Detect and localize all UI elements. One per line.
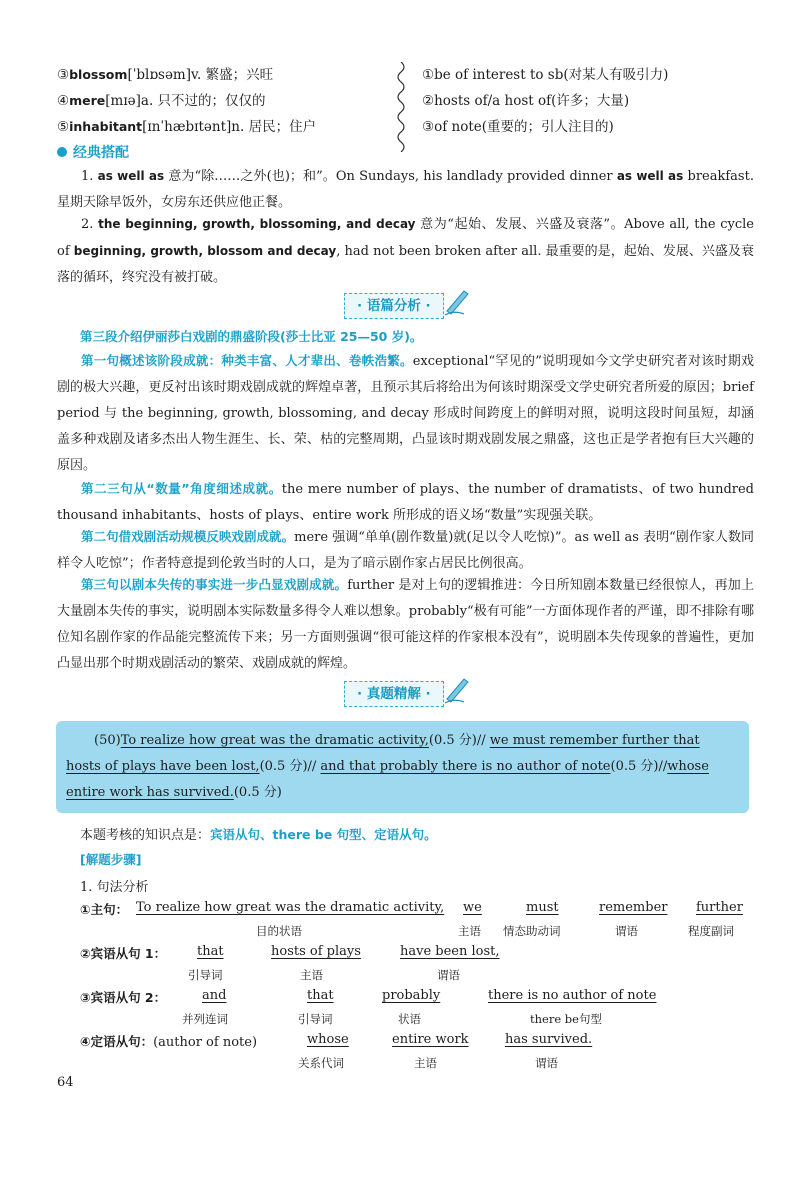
antecedent: (author of note) xyxy=(153,1035,258,1050)
clause1-that: that xyxy=(197,944,224,959)
syntax-row-1-label xyxy=(80,900,128,918)
vocab-word: inhabitant xyxy=(69,119,143,134)
role-label: 并列连词 xyxy=(182,1012,228,1026)
role-label: 引导词 xyxy=(298,1012,333,1026)
bullet-dot-icon xyxy=(57,147,67,157)
syntax-subheading: 1. 句法分析 xyxy=(80,880,149,895)
role-label: 情态助动词 xyxy=(503,924,561,938)
analysis-body: further 是对上句的逻辑推进：今日所知剧本数量已经很惊人，再加上大量剧本失传的事实，说明剧本实际数量多得令人难以想象。probably“极有可能”一方面体现作者的严谨，即不排除有哪位知名剧作家的作品能完整流传下来；另一方面则强调“很可能这样的作家根本没有”，说明剧本失传现象的普遍性，更加凸显出那个时期戏剧活动的繁荣、戏剧成就的辉煌。 xyxy=(57,578,754,671)
analysis-body: exceptional“罕见的”说明现如今文学史研究者对该时期戏剧的极大兴趣，更反衬出该时期戏剧成就的辉煌卓著，且预示其后将给出为何该时期深受文学史研究者所爱的原因；brief period 与 the beginning, growth, blossoming, and decay 形成时间跨度上的鲜明对照，说明这段时间虽短，却涵盖多种戏剧及诸多杰出人物生涯生、长、荣、枯的完整周期，凸显该时期戏剧发展之鼎盛，这也正是学者抱有巨大兴趣的原因。 xyxy=(57,354,754,473)
keyword: as well as xyxy=(97,169,165,183)
role-label: 谓语 xyxy=(615,924,638,938)
main-adverbial: To realize how great was the dramatic activity, xyxy=(136,900,445,915)
phrase-3: ③of note(重要的；引人注目的) xyxy=(422,119,614,135)
answer-banner: · 真题精解 · xyxy=(344,681,444,707)
row-label: ②宾语从句 1： xyxy=(80,946,167,961)
score: (0.5 分)// xyxy=(610,759,668,774)
analysis-title: 第三段介绍伊丽莎白戏剧的鼎盛阶段(莎士比亚 25—50 岁)。 xyxy=(80,329,423,344)
knowledge-points xyxy=(80,824,437,843)
analysis-paragraph-1 xyxy=(57,348,754,479)
vocab-num: ④ xyxy=(57,93,70,109)
answer-segment: whose entire work has survived. xyxy=(66,759,709,800)
role-label: 谓语 xyxy=(535,1056,558,1070)
role-label: 状语 xyxy=(398,1012,421,1026)
analysis-lead: 第二三句从“数量”角度细述成就。 xyxy=(81,481,282,496)
role-label: 引导词 xyxy=(188,968,223,982)
item-num: 2. xyxy=(81,217,99,232)
clause2-and: and xyxy=(202,988,227,1003)
role-label: 主语 xyxy=(414,1056,437,1070)
pen-icon xyxy=(442,286,472,316)
analysis-banner: · 语篇分析 · xyxy=(344,293,444,319)
clause2-adverbial: probably xyxy=(382,988,441,1003)
collocation-item-2 xyxy=(57,211,754,291)
score: (0.5 分)// xyxy=(259,759,321,774)
item-num: 1. xyxy=(81,169,98,184)
vocab-def: [mɪə]a. 只不过的；仅仅的 xyxy=(105,93,266,109)
row-label: ③宾语从句 2： xyxy=(80,990,167,1005)
role-label: 主语 xyxy=(300,968,323,982)
role-label: 谓语 xyxy=(437,968,460,982)
clause2-there-be: there is no author of note xyxy=(488,988,657,1003)
keyword: beginning, growth, blossom and decay xyxy=(73,244,337,258)
row-label: ④定语从句： xyxy=(80,1034,154,1049)
vocab-inhabitant xyxy=(57,116,316,138)
item-text: breakfast. 星期天除早饭外，女房东还供应他正餐。 xyxy=(57,169,754,210)
analysis-lead: 第二句借戏剧活动规模反映戏剧成就。 xyxy=(81,529,295,544)
score: (0.5 分)// xyxy=(428,733,490,748)
vocab-word: mere xyxy=(69,93,106,108)
keyword: the beginning, growth, blossoming, and decay xyxy=(98,217,416,231)
phrase-2: ②hosts of/a host of(许多；大量) xyxy=(422,93,630,109)
main-subject: we xyxy=(463,900,482,915)
steps-heading: [解题步骤] xyxy=(80,852,142,867)
vocab-def: [ɪnˈhæbɪtənt]n. 居民；住户 xyxy=(142,119,317,135)
vocab-num: ⑤ xyxy=(57,119,70,135)
item-text: 意为“除……之外(也)；和”。On Sundays, his landlady provided dinner xyxy=(164,169,617,184)
clause1-predicate: have been lost, xyxy=(400,944,500,959)
vocab-def: [ˈblɒsəm]v. 繁盛；兴旺 xyxy=(127,67,274,83)
collocation-item-1 xyxy=(57,163,754,216)
role-label: 关系代词 xyxy=(298,1056,344,1070)
vocab-word: blossom xyxy=(69,67,128,82)
knowledge-list: 宾语从句、there be 句型、定语从句。 xyxy=(210,827,437,842)
clause2-that: that xyxy=(307,988,334,1003)
item-text: , had not been broken after all. 最重要的是，起始、发展、兴盛及衰落的循环，终究没有被打破。 xyxy=(57,244,754,285)
pen-icon xyxy=(442,674,472,704)
analysis-paragraph-4 xyxy=(57,572,754,677)
relative-predicate: has survived. xyxy=(505,1032,593,1047)
item-text: 意为“起始、发展、兴盛及衰落”。Above all, the cycle of xyxy=(57,217,754,259)
collocation-heading-text: 经典搭配 xyxy=(73,145,129,161)
page-number: 64 xyxy=(57,1075,74,1090)
syntax-row-4 xyxy=(80,1032,257,1050)
syntax-row-3-label xyxy=(80,988,166,1006)
main-modal: must xyxy=(526,900,559,915)
wavy-divider xyxy=(393,62,409,152)
syntax-row-2-label xyxy=(80,944,166,962)
knowledge-intro: 本题考核的知识点是： xyxy=(80,828,211,843)
analysis-lead: 第一句概述该阶段成就：种类丰富、人才辈出、卷帙浩繁。 xyxy=(81,353,413,368)
collocation-heading xyxy=(57,142,129,162)
role-label: 目的状语 xyxy=(256,924,302,938)
analysis-lead: 第三句以剧本失传的事实进一步凸显戏剧成就。 xyxy=(81,577,348,592)
analysis-body: the mere number of plays、the number of dramatists、of two hundred thousand inhabitants、hosts of plays、entire work 所形成的语义场“数量”实现强关联。 xyxy=(57,482,754,523)
main-degree-adverb: further xyxy=(696,900,743,915)
answer-segment: To realize how great was the dramatic activity, xyxy=(120,733,429,748)
relative-subject: entire work xyxy=(392,1032,469,1047)
analysis-body: mere 强调“单单(剧作数量)就(足以令人吃惊)”。as well as 表明“剧作家人数同样令人吃惊”；作者特意提到伦敦当时的人口，是为了暗示剧作家占居民比例很高。 xyxy=(57,530,754,571)
question-number: (50) xyxy=(94,733,121,748)
keyword: as well as xyxy=(616,169,684,183)
vocab-blossom xyxy=(57,64,273,86)
phrase-1: ①be of interest to sb(对某人有吸引力) xyxy=(422,67,669,83)
role-label: there be句型 xyxy=(530,1012,602,1026)
answer-box xyxy=(56,721,749,813)
score: (0.5 分) xyxy=(233,785,282,800)
analysis-paragraph-2 xyxy=(57,476,754,529)
answer-segment: and that probably there is no author of note xyxy=(320,759,611,774)
main-predicate: remember xyxy=(599,900,668,915)
row-label: ①主句： xyxy=(80,902,129,917)
answer-sentence xyxy=(66,728,738,806)
role-label: 主语 xyxy=(458,924,481,938)
clause1-subject: hosts of plays xyxy=(271,944,361,959)
vocab-num: ③ xyxy=(57,67,70,83)
vocab-mere xyxy=(57,90,266,112)
answer-segment: we must remember further that hosts of plays have been lost, xyxy=(66,733,700,774)
role-label: 程度副词 xyxy=(688,924,734,938)
relative-whose: whose xyxy=(307,1032,349,1047)
analysis-paragraph-3 xyxy=(57,524,754,577)
